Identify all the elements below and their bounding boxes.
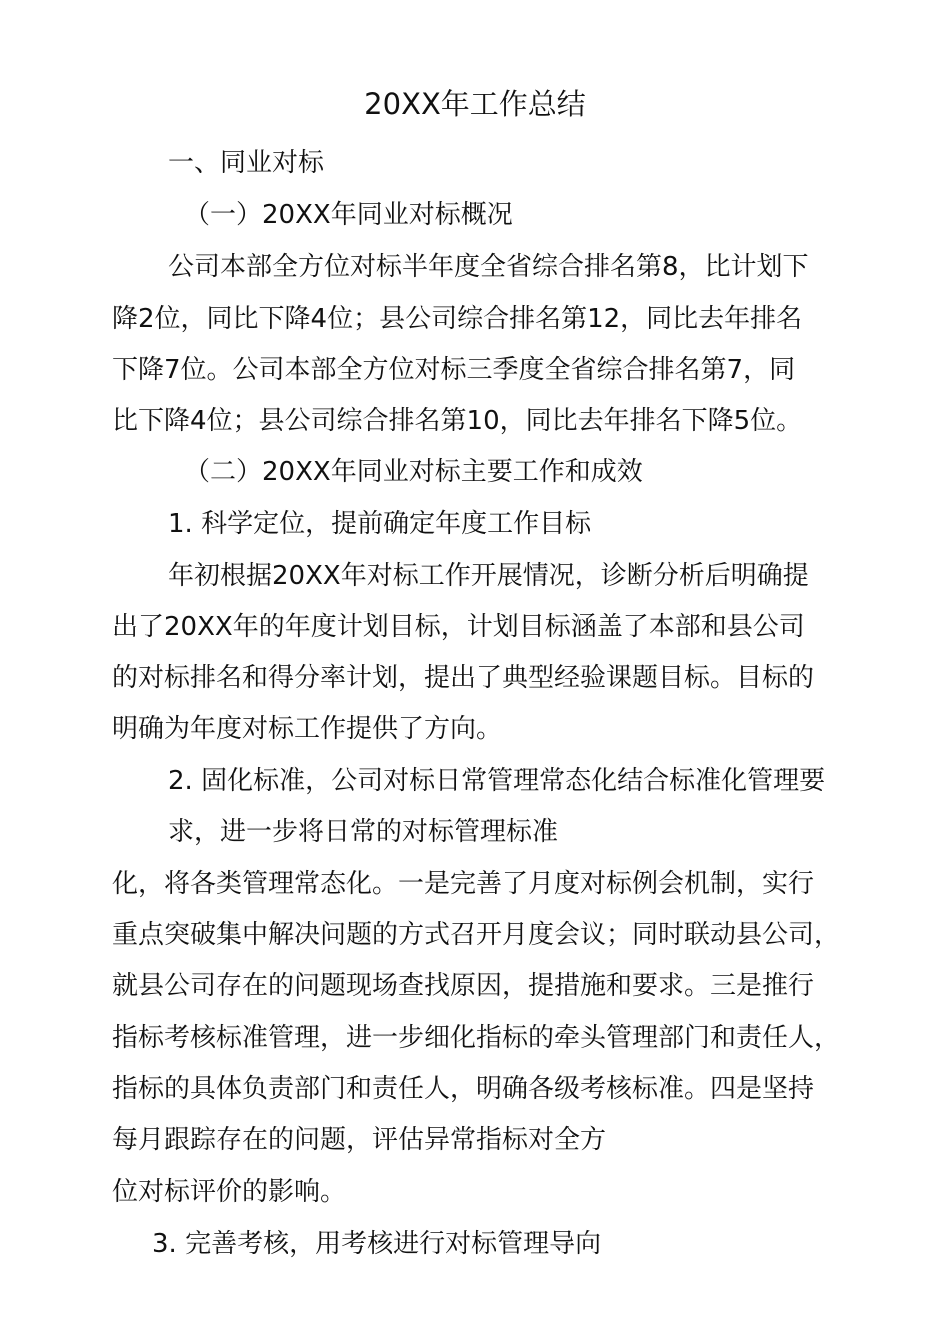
paragraph-line: 比下降4位；县公司综合排名第10，同比去年排名下降5位。 [112, 406, 803, 436]
item-heading: 2. 固化标准，公司对标日常管理常态化结合标准化管理要 [168, 766, 826, 796]
paragraph-line: 位对标评价的影响。 [112, 1177, 347, 1207]
paragraph-line: 降2位，同比下降4位；县公司综合排名第12，同比去年排名 [112, 304, 803, 334]
item-heading: 3. 完善考核，用考核进行对标管理导向 [152, 1229, 602, 1259]
item-heading-continued: 求，进一步将日常的对标管理标准 [168, 817, 559, 847]
page-title: 20XX年工作总结 [364, 87, 586, 121]
paragraph-line: 的对标排名和得分率计划，提出了典型经验课题目标。目标的 [112, 663, 815, 693]
paragraph-line: 指标的具体负责部门和责任人，明确各级考核标准。四是坚持 [112, 1074, 815, 1104]
paragraph-line: 公司本部全方位对标半年度全省综合排名第8，比计划下 [168, 252, 809, 282]
paragraph-line: 指标考核标准管理，进一步细化指标的牵头管理部门和责任人， [112, 1023, 841, 1053]
section-heading: 一、同业对标 [168, 148, 325, 178]
paragraph-line: 重点突破集中解决问题的方式召开月度会议；同时联动县公司， [112, 920, 841, 950]
paragraph-line: 出了20XX年的年度计划目标，计划目标涵盖了本部和县公司 [112, 612, 805, 642]
subsection-heading: （二）20XX年同业对标主要工作和成效 [184, 457, 643, 487]
paragraph-line: 明确为年度对标工作提供了方向。 [112, 714, 503, 744]
paragraph-line: 下降7位。公司本部全方位对标三季度全省综合排名第7，同 [112, 355, 796, 385]
subsection-heading: （一）20XX年同业对标概况 [184, 200, 513, 230]
paragraph-line: 年初根据20XX年对标工作开展情况，诊断分析后明确提 [168, 561, 809, 591]
paragraph-line: 化，将各类管理常态化。一是完善了月度对标例会机制，实行 [112, 869, 815, 899]
item-heading: 1. 科学定位，提前确定年度工作目标 [168, 509, 592, 539]
paragraph-line: 就县公司存在的问题现场查找原因，提措施和要求。三是推行 [112, 971, 815, 1001]
paragraph-line: 每月跟踪存在的问题，评估异常指标对全方 [112, 1125, 607, 1155]
